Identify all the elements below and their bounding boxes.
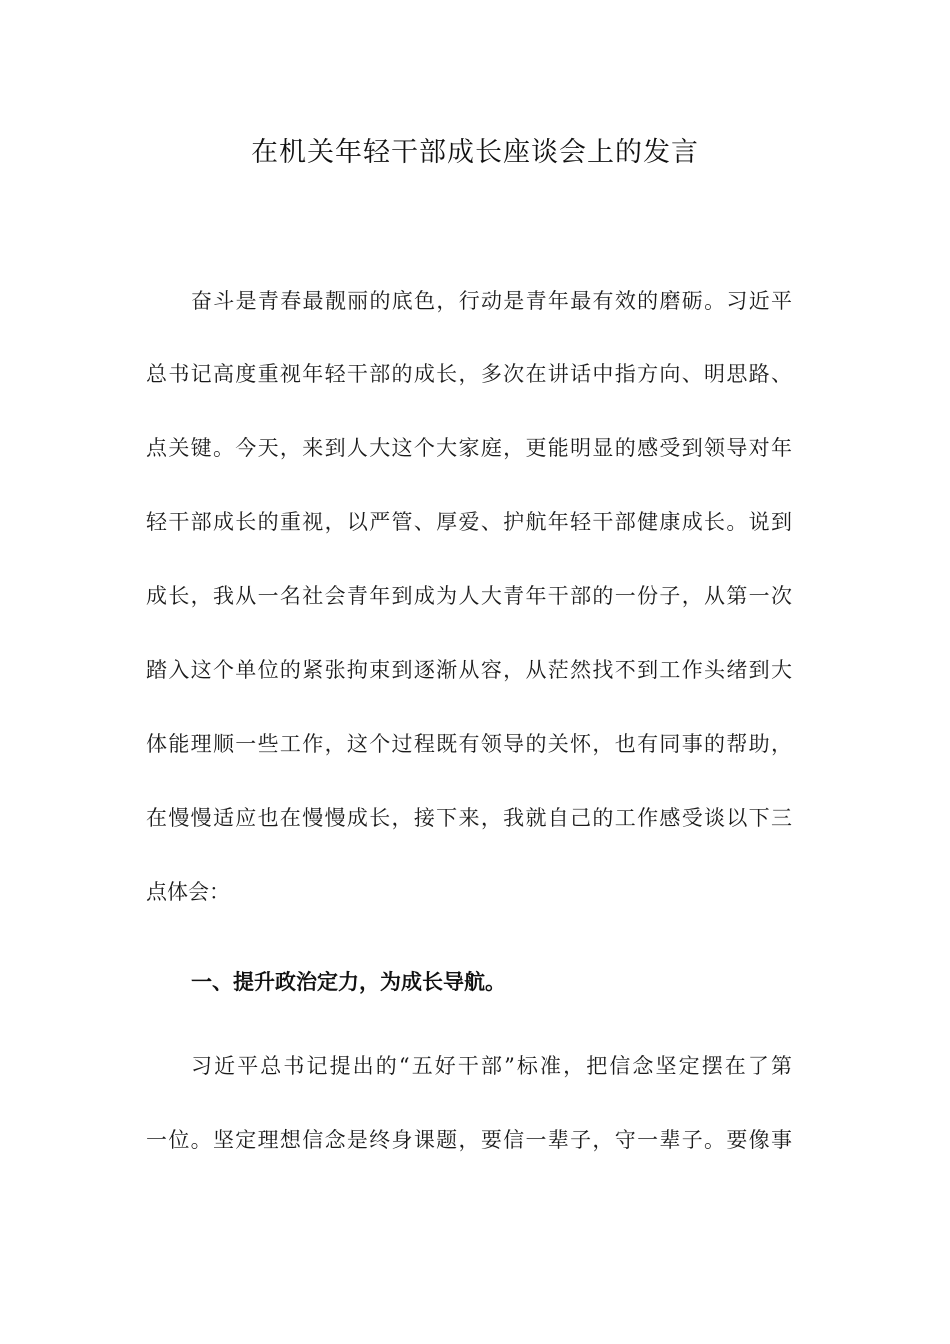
- paragraph-line: 成长，我从一名社会青年到成为人大青年干部的一份子，从第一次: [146, 584, 792, 608]
- document-title: 在机关年轻干部成长座谈会上的发言: [251, 137, 699, 168]
- paragraph-line: 习近平总书记提出的“五好干部”标准，把信念坚定摆在了第: [191, 1054, 792, 1078]
- paragraph-line: 踏入这个单位的紧张拘束到逐渐从容，从茫然找不到工作头绪到大: [146, 658, 792, 682]
- paragraph-line: 奋斗是青春最靓丽的底色，行动是青年最有效的磨砺。习近平: [191, 289, 792, 313]
- paragraph-line: 一位。坚定理想信念是终身课题，要信一辈子，守一辈子。要像事: [146, 1128, 792, 1152]
- paragraph-line: 体能理顺一些工作，这个过程既有领导的关怀，也有同事的帮助，: [146, 732, 792, 756]
- paragraph-line: 点体会：: [146, 880, 230, 904]
- paragraph-line: 轻干部成长的重视，以严管、厚爱、护航年轻干部健康成长。说到: [146, 510, 792, 534]
- paragraph-line: 在慢慢适应也在慢慢成长，接下来，我就自己的工作感受谈以下三: [146, 806, 792, 830]
- paragraph-line: 总书记高度重视年轻干部的成长，多次在讲话中指方向、明思路、: [146, 362, 792, 386]
- paragraph-line: 点关键。今天，来到人大这个大家庭，更能明显的感受到领导对年: [146, 436, 792, 460]
- section-heading: 一、提升政治定力，为成长导航。: [191, 970, 506, 994]
